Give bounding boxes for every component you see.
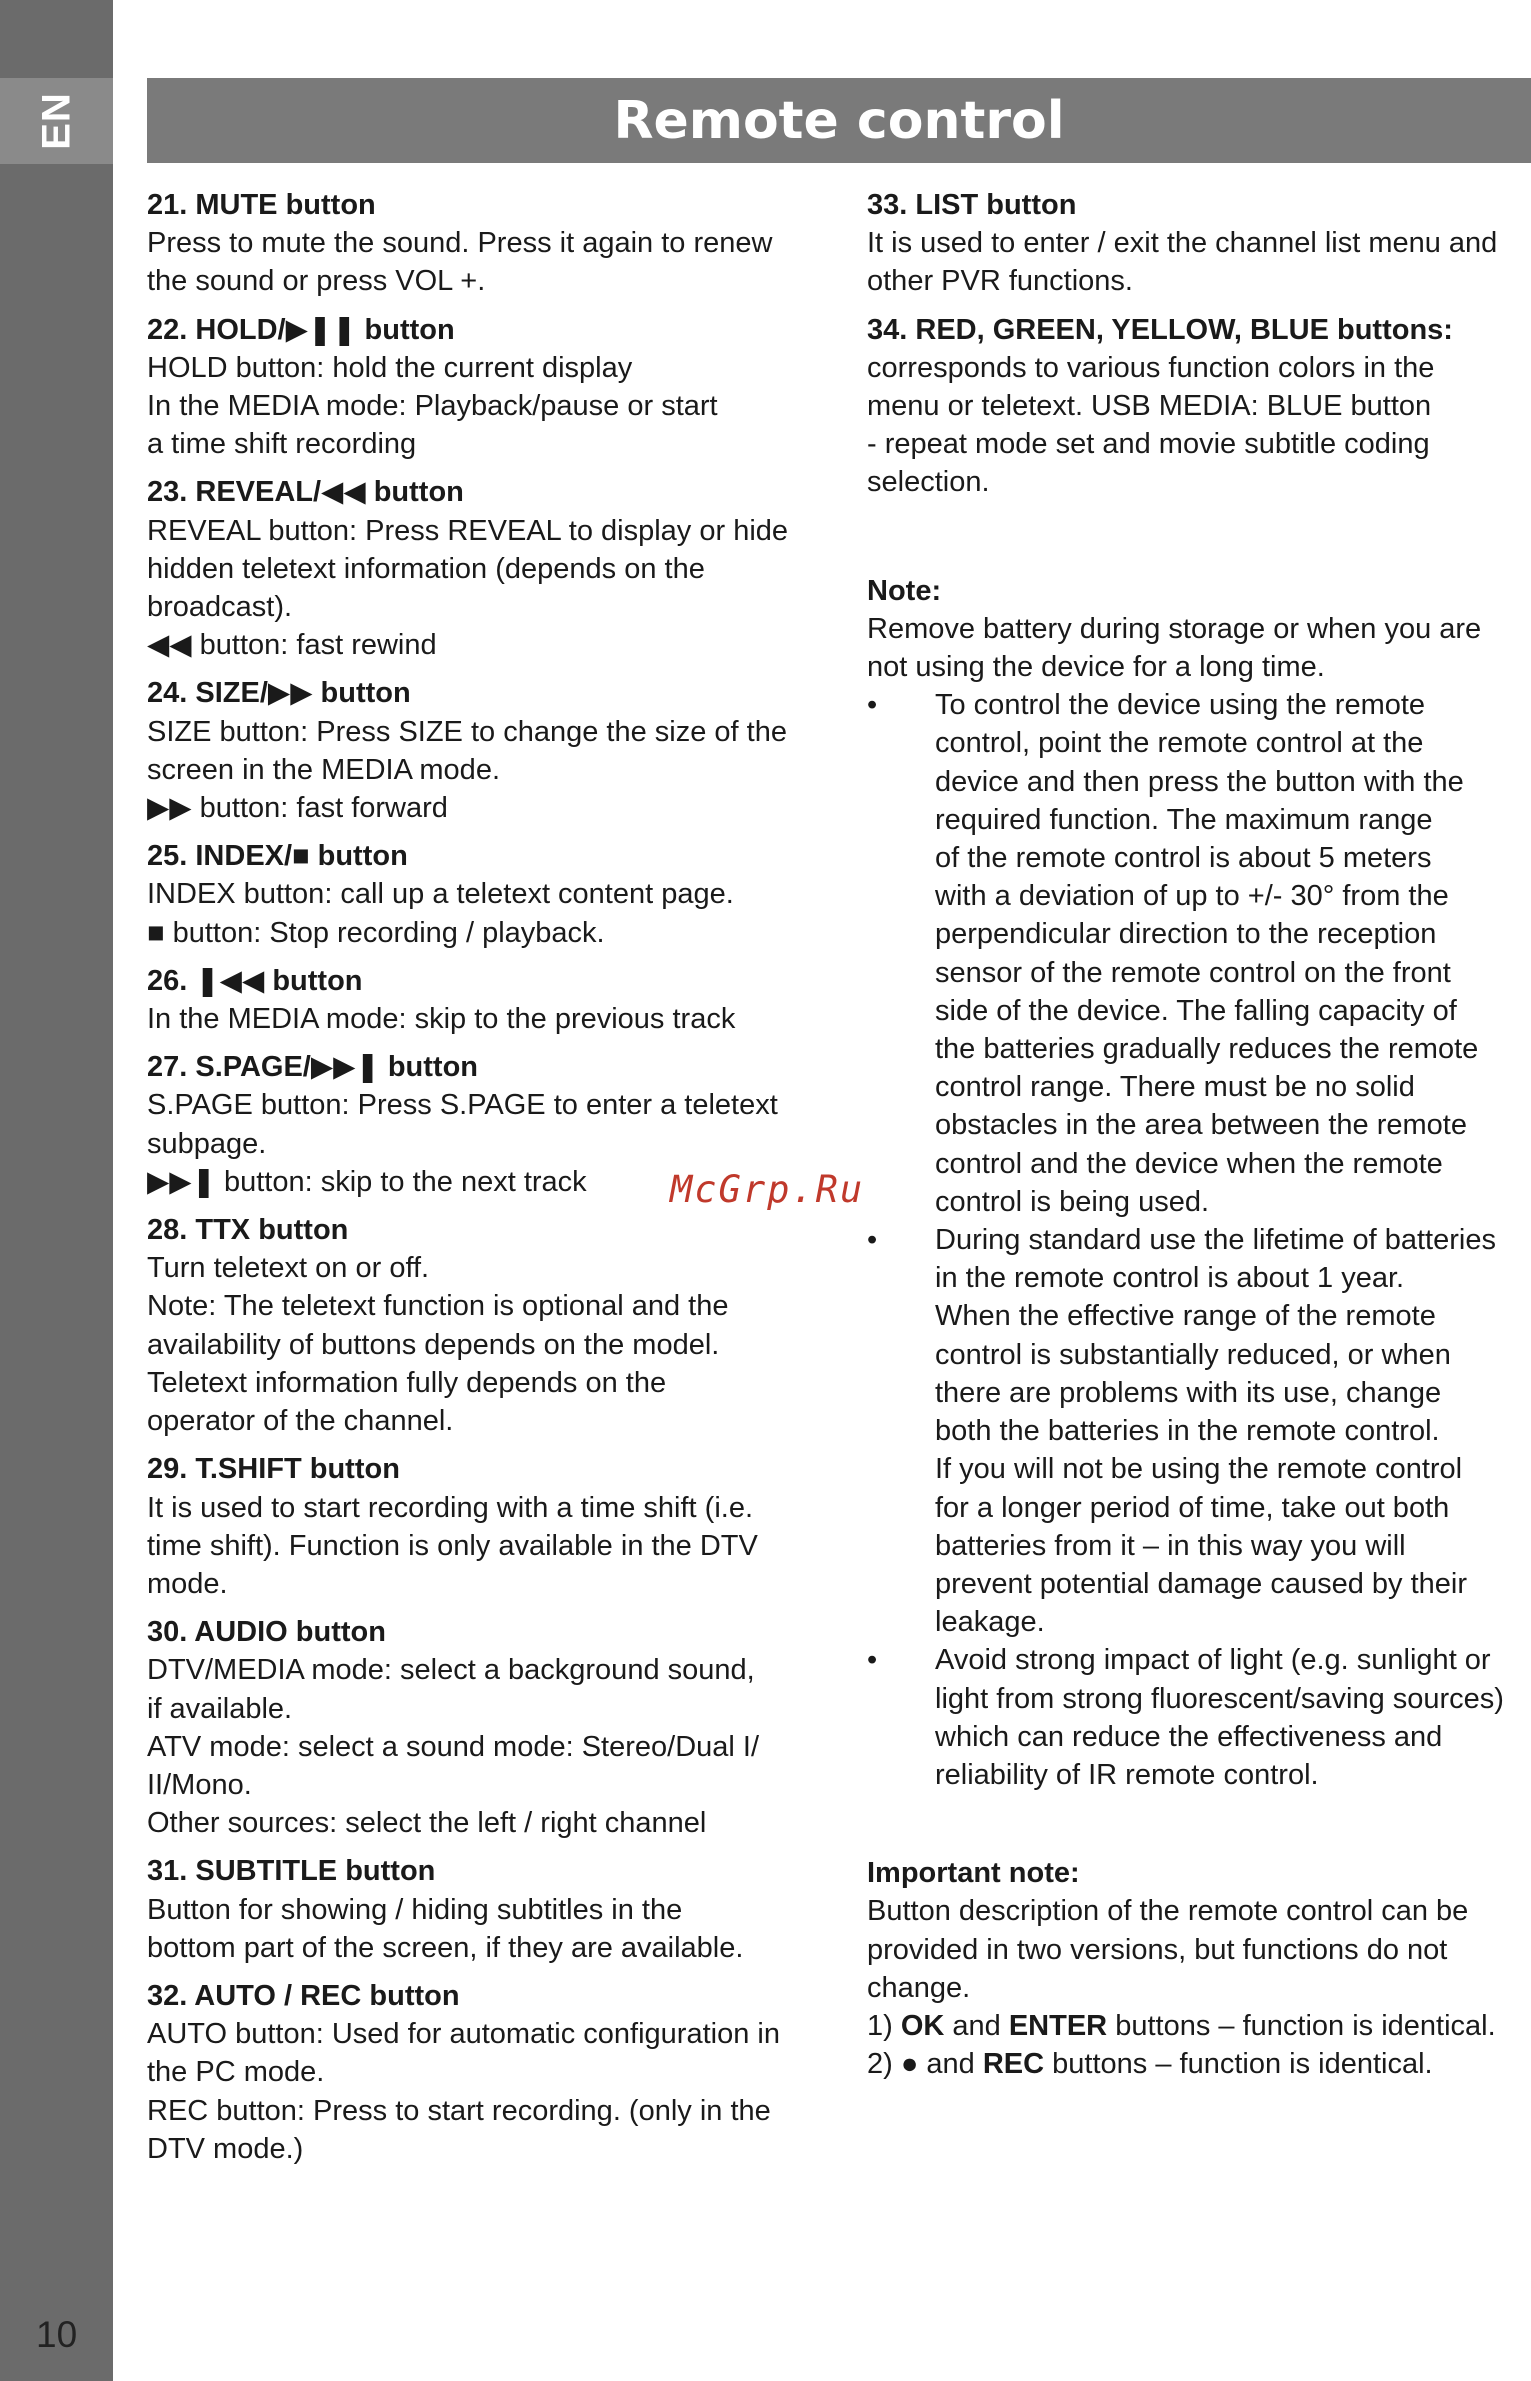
text-line: which can reduce the effectiveness and: [935, 1720, 1443, 1753]
text-line: REVEAL button: Press REVEAL to display or hide: [147, 514, 789, 547]
text-line: the sound or press VOL +.: [147, 265, 486, 298]
text-line: change.: [867, 1971, 971, 2004]
text-line: if available.: [147, 1692, 293, 1725]
text-line: When the effective range of the remote: [935, 1300, 1436, 1333]
section-34: [867, 311, 1531, 502]
text-line: Button for showing / hiding subtitles in the: [147, 1893, 683, 1926]
sidebar: [0, 0, 113, 2381]
text-line: corresponds to various function colors in the: [867, 351, 1435, 384]
section-33: [867, 186, 1531, 301]
text-line: light from strong fluorescent/saving sources): [935, 1682, 1504, 1715]
text-line: ■ button: Stop recording / playback.: [147, 916, 605, 949]
section-heading: 27. S.PAGE/▶▶❚ button: [147, 1051, 478, 1084]
right-column: [867, 186, 1531, 2083]
spacer: [867, 1794, 1531, 1854]
text-line: ▶▶❚ button: skip to the next track: [147, 1165, 587, 1198]
text-line: Avoid strong impact of light (e.g. sunlight or: [935, 1644, 1491, 1677]
important-heading: Important note:: [867, 1857, 1080, 1890]
text-line: batteries from it – in this way you will: [935, 1529, 1406, 1562]
text-line: broadcast).: [147, 591, 293, 624]
text-line: ◀◀ button: fast rewind: [147, 629, 437, 662]
text-line: control range. There must be no solid: [935, 1071, 1415, 1104]
section-28: [147, 1211, 827, 1440]
text-line: in the remote control is about 1 year.: [935, 1262, 1405, 1295]
section-24: [147, 674, 827, 827]
text-line: operator of the channel.: [147, 1405, 454, 1438]
bullet-item: [867, 1221, 1531, 1641]
text-line: leakage.: [935, 1606, 1045, 1639]
item-suffix: buttons – function is identical.: [1107, 2009, 1496, 2042]
text-line: During standard use the lifetime of batteries: [935, 1224, 1496, 1257]
spacer: [867, 512, 1531, 572]
text-line: required function. The maximum range: [935, 803, 1433, 836]
section-heading: 32. AUTO / REC button: [147, 1979, 460, 2012]
section-25: [147, 837, 827, 952]
page-title: Remote control: [613, 90, 1065, 151]
text-line: control, point the remote control at the: [935, 727, 1424, 760]
text-line: perpendicular direction to the reception: [935, 918, 1437, 951]
text-line: not using the device for a long time.: [867, 651, 1325, 684]
bullet-icon: •: [867, 1224, 878, 1257]
text-line: screen in the MEDIA mode.: [147, 753, 500, 786]
page-number: 10: [36, 2314, 78, 2355]
item-connector: and: [944, 2009, 1009, 2042]
text-line: a time shift recording: [147, 428, 417, 461]
section-31: [147, 1852, 827, 1967]
section-23: [147, 473, 827, 664]
text-line: ▶▶ button: fast forward: [147, 792, 448, 825]
text-line: Button description of the remote control can be: [867, 1895, 1469, 1928]
bullet-icon: •: [867, 689, 878, 722]
section-heading: 30. AUDIO button: [147, 1616, 386, 1649]
text-line: selection.: [867, 466, 990, 499]
enter-key-label: ENTER: [1008, 2009, 1108, 2042]
section-heading: 24. SIZE/▶▶ button: [147, 677, 411, 710]
text-line: DTV/MEDIA mode: select a background sound,: [147, 1654, 755, 1687]
text-line: Other sources: select the left / right channel: [147, 1807, 707, 1840]
text-line: provided in two versions, but functions do not: [867, 1933, 1448, 1966]
bullet-item: [867, 686, 1531, 1221]
watermark: McGrp.Ru: [670, 1168, 865, 1211]
text-line: DTV mode.): [147, 2132, 304, 2165]
rec-key-label: REC: [982, 2048, 1045, 2081]
ok-key-label: OK: [900, 2009, 945, 2042]
important-item-2: [867, 2045, 1531, 2083]
section-heading: 23. REVEAL/◀◀ button: [147, 476, 464, 509]
item-prefix: 1): [867, 2009, 901, 2042]
text-line: of the remote control is about 5 meters: [935, 842, 1432, 875]
section-heading: 21. MUTE button: [147, 189, 376, 221]
text-line: bottom part of the screen, if they are available.: [147, 1931, 744, 1964]
section-heading: 29. T.SHIFT button: [147, 1453, 400, 1486]
text-line: control is being used.: [935, 1185, 1210, 1218]
text-line: Teletext information fully depends on the: [147, 1366, 667, 1399]
section-32: [147, 1977, 827, 2168]
text-line: prevent potential damage caused by their: [935, 1567, 1468, 1600]
text-line: - repeat mode set and movie subtitle coding: [867, 428, 1430, 461]
bullet-icon: •: [867, 1644, 878, 1677]
text-line: the batteries gradually reduces the remote: [935, 1033, 1479, 1066]
section-30: [147, 1613, 827, 1842]
text-line: time shift). Function is only available in the DTV: [147, 1529, 758, 1562]
section-26: [147, 962, 827, 1038]
text-line: menu or teletext. USB MEDIA: BLUE button: [867, 390, 1432, 423]
important-item-1: [867, 2007, 1531, 2045]
text-line: sensor of the remote control on the front: [935, 956, 1451, 989]
text-line: It is used to enter / exit the channel list menu and: [867, 227, 1498, 260]
text-line: If you will not be using the remote control: [935, 1453, 1463, 1486]
text-line: the PC mode.: [147, 2056, 325, 2089]
text-line: mode.: [147, 1567, 228, 1600]
text-line: obstacles in the area between the remote: [935, 1109, 1467, 1142]
text-line: It is used to start recording with a time shift (i.e.: [147, 1491, 754, 1524]
text-line: device and then press the button with the: [935, 765, 1464, 798]
text-line: REC button: Press to start recording. (only in the: [147, 2094, 771, 2127]
text-line: II/Mono.: [147, 1768, 252, 1801]
text-line: hidden teletext information (depends on the: [147, 552, 705, 585]
section-heading: 28. TTX button: [147, 1214, 349, 1247]
bullet-item: [867, 1641, 1531, 1794]
text-line: both the batteries in the remote control.: [935, 1415, 1440, 1448]
important-note-section: [867, 1854, 1531, 2083]
text-line: reliability of IR remote control.: [935, 1758, 1319, 1791]
text-line: availability of buttons depends on the model.: [147, 1328, 720, 1361]
text-line: subpage.: [147, 1127, 267, 1160]
language-label: EN: [34, 92, 79, 150]
section-heading: 33. LIST button: [867, 189, 1077, 221]
text-line: In the MEDIA mode: Playback/pause or start: [147, 390, 718, 423]
text-line: control and the device when the remote: [935, 1147, 1443, 1180]
text-line: To control the device using the remote: [935, 689, 1426, 722]
text-line: SIZE button: Press SIZE to change the size of the: [147, 715, 787, 748]
section-22: [147, 311, 827, 464]
text-line: In the MEDIA mode: skip to the previous track: [147, 1003, 736, 1036]
title-banner: [147, 78, 1531, 163]
section-heading: 22. HOLD/▶❚❚ button: [147, 313, 455, 346]
section-29: [147, 1450, 827, 1603]
text-line: INDEX button: call up a teletext content page.: [147, 878, 734, 911]
text-line: Turn teletext on or off.: [147, 1252, 430, 1285]
section-heading: 34. RED, GREEN, YELLOW, BLUE buttons:: [867, 313, 1453, 346]
text-line: control is substantially reduced, or when: [935, 1338, 1451, 1371]
item-suffix: buttons – function is identical.: [1044, 2048, 1433, 2081]
text-line: S.PAGE button: Press S.PAGE to enter a teletext: [147, 1089, 778, 1122]
section-heading: 26. ❚◀◀ button: [147, 964, 363, 997]
text-line: side of the device. The falling capacity of: [935, 994, 1457, 1027]
note-heading: Note:: [867, 574, 942, 607]
text-line: there are problems with its use, change: [935, 1376, 1442, 1409]
section-21: [147, 186, 827, 301]
section-heading: 31. SUBTITLE button: [147, 1855, 436, 1888]
text-line: ATV mode: select a sound mode: Stereo/Dual I/: [147, 1730, 760, 1763]
text-line: Note: The teletext function is optional and the: [147, 1290, 729, 1323]
text-line: Remove battery during storage or when you are: [867, 612, 1482, 645]
text-line: Press to mute the sound. Press it again to renew: [147, 227, 773, 260]
note-section: [867, 572, 1531, 1795]
text-line: other PVR functions.: [867, 265, 1133, 298]
text-line: with a deviation of up to +/- 30° from the: [935, 880, 1449, 913]
text-line: AUTO button: Used for automatic configuration in: [147, 2018, 780, 2051]
section-heading: 25. INDEX/■ button: [147, 840, 408, 873]
item-prefix: 2) ● and: [867, 2048, 983, 2081]
text-line: HOLD button: hold the current display: [147, 351, 633, 384]
text-line: for a longer period of time, take out both: [935, 1491, 1450, 1524]
